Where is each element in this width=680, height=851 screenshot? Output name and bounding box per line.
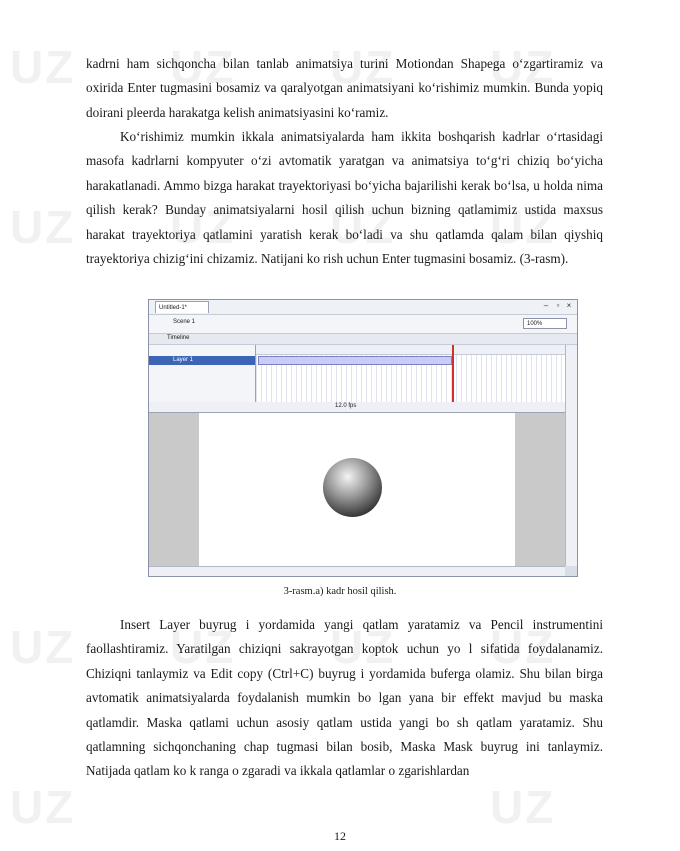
minimize-icon[interactable]: –	[543, 301, 549, 310]
edit-bar	[149, 315, 577, 334]
watermark: UZ	[330, 621, 396, 673]
timeline-label[interactable]: Timeline	[167, 335, 190, 341]
stage[interactable]	[199, 413, 515, 566]
watermark: UZ	[330, 41, 396, 93]
fps-readout: 12.0 fps	[335, 403, 357, 409]
layer-row[interactable]	[149, 356, 255, 365]
scene-label[interactable]: Scene 1	[173, 319, 196, 325]
timeline-panel	[149, 345, 577, 403]
watermark: UZ	[170, 201, 236, 253]
timeline-header	[149, 334, 577, 345]
workspace	[149, 413, 565, 566]
layer-list	[149, 345, 256, 402]
flash-screenshot-figure	[148, 299, 578, 577]
frame-grid[interactable]	[256, 345, 567, 402]
frame-ruler	[256, 345, 567, 355]
watermark: UZ	[330, 201, 396, 253]
figure-caption: 3-rasm.a) kadr hosil qilish.	[283, 586, 397, 597]
paragraph-3: Insert Layer buyrug i yordamida yangi qatlam yaratamiz va Pencil instrumentini faollashtiramiz. Yaratilgan chiziqni sakrayotgan koptok uchun yo l sifatida foydalanamiz. Chiziqni tanlaymiz va Edit copy (Ctrl+C) buyrug i yordamida buferga olamiz. Shu bilan birga avtomatik animatsiyalarda foydalanish mumkin bo lgan yana bir effekt mavjud bu maska qatlamdir. Maska qatlami uchun asosiy qatlam ustida yangi bo sh qatlam yaratamiz. Shu qatlamning sichqonchaning chap tugmasi bilan bosib, Maska Mask buyrug ini tanlaymiz. Natijada qatlam ko k ranga o zgaradi va ikkala qatlamlar o zgarishlardan	[86, 617, 603, 779]
layer-name: Layer 1	[173, 357, 194, 363]
paragraph-1: kadrni ham sichqoncha bilan tanlab animatsiya turini Motiondan Shapega o‘zgartiramiz va oxirida Enter tugmasini bosamiz va qaralyotgan animatsiyani ko‘rishimiz mumkin. Bunda yopiq doirani pleerda harakatga kelish animatsiyasini ko‘ramiz.	[86, 56, 603, 120]
close-icon[interactable]: ×	[566, 301, 572, 310]
watermark: UZ	[490, 201, 556, 253]
watermark: UZ	[490, 781, 556, 833]
vertical-scrollbar[interactable]	[565, 345, 577, 566]
horizontal-scrollbar[interactable]	[149, 566, 565, 576]
page-number: 12	[334, 829, 346, 843]
watermark: UZ	[10, 621, 76, 673]
watermark: UZ	[170, 621, 236, 673]
watermark: UZ	[170, 41, 236, 93]
watermark: UZ	[10, 41, 76, 93]
sphere-graphic[interactable]	[323, 458, 382, 517]
watermark: UZ	[10, 201, 76, 253]
watermark: UZ	[490, 621, 556, 673]
playhead[interactable]	[452, 345, 454, 402]
document-tab[interactable]: Untitled-1*	[155, 301, 209, 313]
document-titlebar	[149, 300, 577, 315]
timeline-status	[149, 402, 577, 413]
watermark: UZ	[10, 781, 76, 833]
restore-icon[interactable]: ▫	[556, 301, 560, 310]
motion-tween-span[interactable]	[258, 356, 452, 365]
watermark: UZ	[490, 41, 556, 93]
zoom-select[interactable]: 100%	[523, 318, 567, 329]
paragraph-2: Ko‘rishimiz mumkin ikkala animatsiyalarda ham ikkita boshqarish kadrlar o‘rtasidagi masofa kadrlarni kompyuter o‘zi avtomatik yaratgan va animatsiya to‘g‘ri chiziq bo‘yicha harakatlanadi. Ammo bizga harakat trayektoriyasi bo‘yicha bajarilishi kerak bo‘lsa, u holda nima qilish kerak? Bunday animatsiyalarni hosil qilish uchun bizning qatlamimiz ustida maxsus harakat trayektoriya qatlamini yaratish kerak bo‘ladi va shu qatlamda qalam bilan qiyshiq trayektoriya chizig‘ini chizamiz. Natijani ko rish uchun Enter tugmasini bosamiz. (3-rasm).	[86, 129, 603, 267]
